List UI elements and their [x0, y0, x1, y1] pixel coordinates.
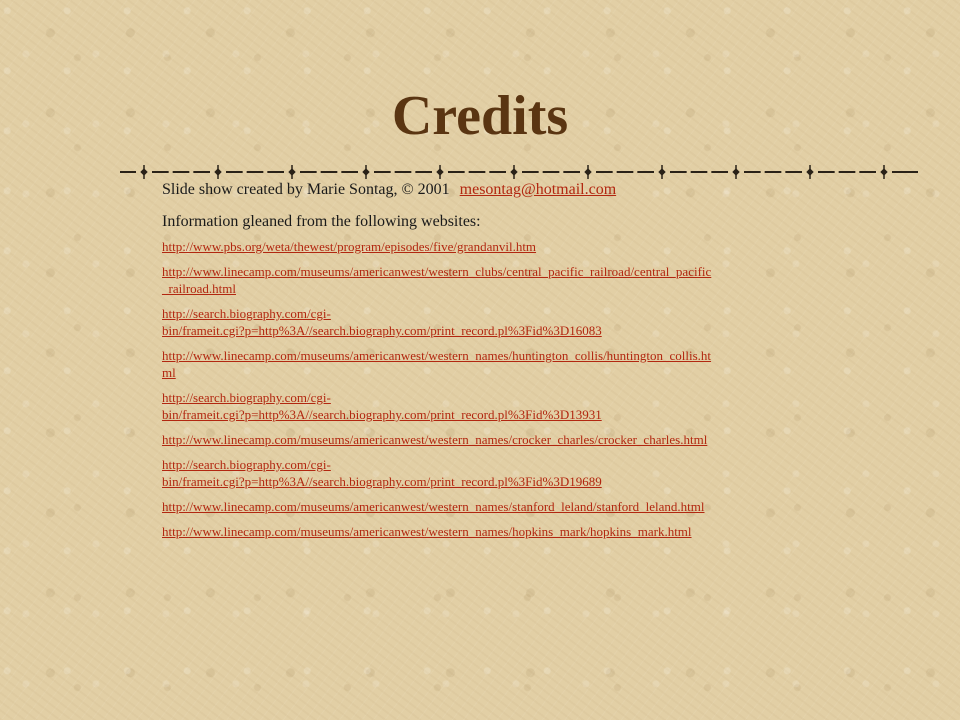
list-item: [162, 347, 852, 381]
divider-ornament: [511, 169, 517, 175]
divider-ornament: [733, 169, 739, 175]
list-item: [162, 389, 852, 423]
divider-ornament: [363, 169, 369, 175]
list-item: [162, 431, 852, 448]
website-link[interactable]: http://search.biography.com/cgi- bin/frameit.cgi?p=http%3A//search.biography.com/print_record.pl%3Fid%3D16083: [162, 306, 602, 338]
credit-line: [162, 180, 852, 200]
list-item: [162, 523, 852, 540]
website-link[interactable]: http://search.biography.com/cgi- bin/frameit.cgi?p=http%3A//search.biography.com/print_record.pl%3Fid%3D19689: [162, 457, 602, 489]
website-link[interactable]: http://www.linecamp.com/museums/americanwest/western_clubs/central_pacific_railroad/central_pacific _railroad.html: [162, 264, 712, 296]
website-link[interactable]: http://www.linecamp.com/museums/americanwest/western_names/stanford_leland/stanford_leland.html: [162, 499, 705, 514]
website-links-list: [162, 238, 852, 540]
credits-content: [162, 180, 852, 548]
list-item: [162, 238, 852, 255]
website-link[interactable]: http://search.biography.com/cgi- bin/frameit.cgi?p=http%3A//search.biography.com/print_record.pl%3Fid%3D13931: [162, 390, 602, 422]
divider-ornament: [881, 169, 887, 175]
list-item: [162, 456, 852, 490]
website-link[interactable]: http://www.pbs.org/weta/thewest/program/episodes/five/grandanvil.htm: [162, 239, 537, 254]
website-link[interactable]: http://www.linecamp.com/museums/americanwest/western_names/crocker_charles/crocker_charles.html: [162, 432, 708, 447]
divider-ornament: [215, 169, 221, 175]
list-item: [162, 498, 852, 515]
slide-title: Credits: [391, 85, 569, 147]
list-item: [162, 263, 852, 297]
divider-ornament: [659, 169, 665, 175]
email-link[interactable]: mesontag@hotmail.com: [459, 181, 617, 198]
list-item: [162, 305, 852, 339]
credit-text: Slide show created by Marie Sontag, © 2001: [162, 181, 450, 198]
divider-ornament: [807, 169, 813, 175]
website-link[interactable]: http://www.linecamp.com/museums/americanwest/western_names/hopkins_mark/hopkins_mark.html: [162, 524, 692, 539]
divider-ornament: [289, 169, 295, 175]
divider-ornament: [141, 169, 147, 175]
divider-ornament: [437, 169, 443, 175]
website-link[interactable]: http://www.linecamp.com/museums/americanwest/western_names/huntington_collis/huntington_collis.ht ml: [162, 348, 712, 380]
info-heading: Information gleaned from the following websites:: [162, 213, 481, 230]
divider-ornament: [585, 169, 591, 175]
